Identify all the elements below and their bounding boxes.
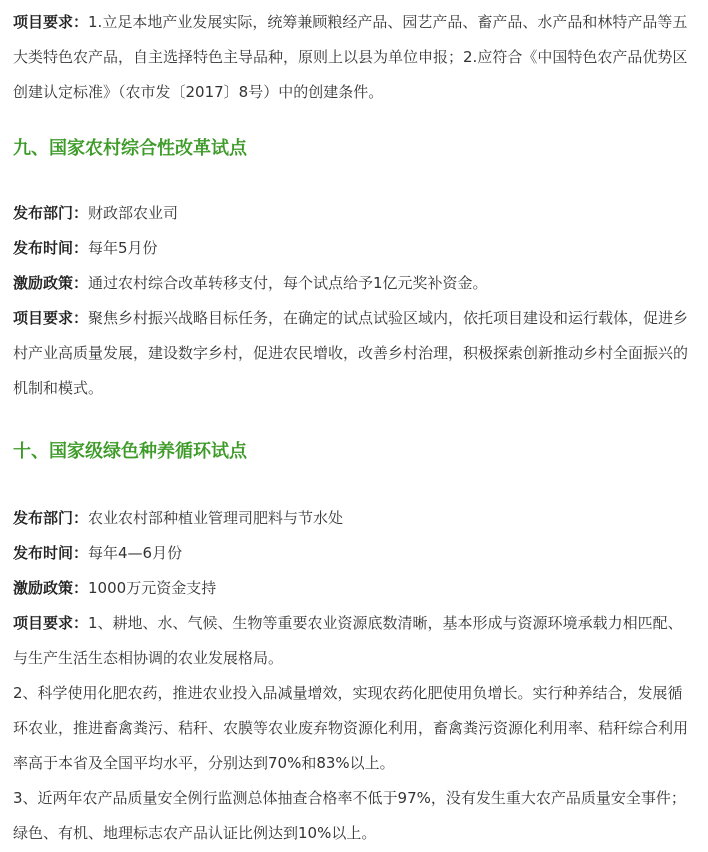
time-label: 发布时间： (13, 239, 89, 257)
department-label: 发布部门： (13, 509, 89, 527)
requirements-label: 项目要求： (13, 309, 89, 327)
department-label: 发布部门： (13, 204, 89, 222)
section-10-heading: 十、国家级绿色种养循环试点 (13, 441, 247, 462)
requirements-text: 1、耕地、水、气候、生物等重要农业资源底数清晰，基本形成与资源环境承载力相匹配、与生产生活生态相协调的农业发展格局。 (13, 614, 683, 667)
requirements-label: 项目要求： (13, 13, 89, 31)
requirements-text: 聚焦乡村振兴战略目标任务，在确定的试点试验区域内，依托项目建设和运行载体，促进乡村产业高质量发展，建设数字乡村，促进农民增收，改善乡村治理，积极探索创新推动乡村全面振兴的机制和模式。 (13, 309, 689, 397)
section-9-policy (13, 266, 696, 301)
time-label: 发布时间： (13, 544, 89, 562)
section-9-requirements (13, 301, 696, 406)
requirements-label: 项目要求： (13, 614, 89, 632)
section-9-heading: 九、国家农村综合性改革试点 (13, 138, 247, 159)
section-10-requirements-2 (13, 676, 696, 781)
section-9-department (13, 196, 696, 231)
section-9-time (13, 231, 696, 266)
section-10-time (13, 536, 696, 571)
time-value: 每年4—6月份 (88, 544, 183, 562)
time-value: 每年5月份 (88, 239, 158, 257)
policy-value: 1000万元资金支持 (88, 579, 217, 597)
section-10-requirements-3 (13, 781, 696, 851)
department-value: 财政部农业司 (88, 204, 179, 222)
policy-label: 激励政策： (13, 579, 89, 597)
intro-requirements (13, 5, 696, 110)
policy-label: 激励政策： (13, 274, 89, 292)
requirements-text: 2、科学使用化肥农药，推进农业投入品减量增效，实现农药化肥使用负增长。实行种养结合，发展循环农业，推进畜禽粪污、秸秆、农膜等农业废弃物资源化利用，畜禽粪污资源化利用率、秸秆综合利用率高于本省及全国平均水平，分别达到70%和83%以上。 (13, 684, 689, 772)
requirements-text: 3、近两年农产品质量安全例行监测总体抽查合格率不低于97%，没有发生重大农产品质量安全事件；绿色、有机、地理标志农产品认证比例达到10%以上。 (13, 789, 686, 842)
policy-value: 通过农村综合改革转移支付，每个试点给予1亿元奖补资金。 (88, 274, 488, 292)
section-10-policy (13, 571, 696, 606)
section-10-department (13, 501, 696, 536)
section-10-requirements-1 (13, 606, 696, 676)
department-value: 农业农村部种植业管理司肥料与节水处 (88, 509, 344, 527)
requirements-text: 1.立足本地产业发展实际，统筹兼顾粮经产品、园艺产品、畜产品、水产品和林特产品等五大类特色农产品，自主选择特色主导品种，原则上以县为单位申报；2.应符合《中国特色农产品优势区创建认定标准》（农市发〔2017〕8号）中的创建条件。 (13, 13, 688, 101)
